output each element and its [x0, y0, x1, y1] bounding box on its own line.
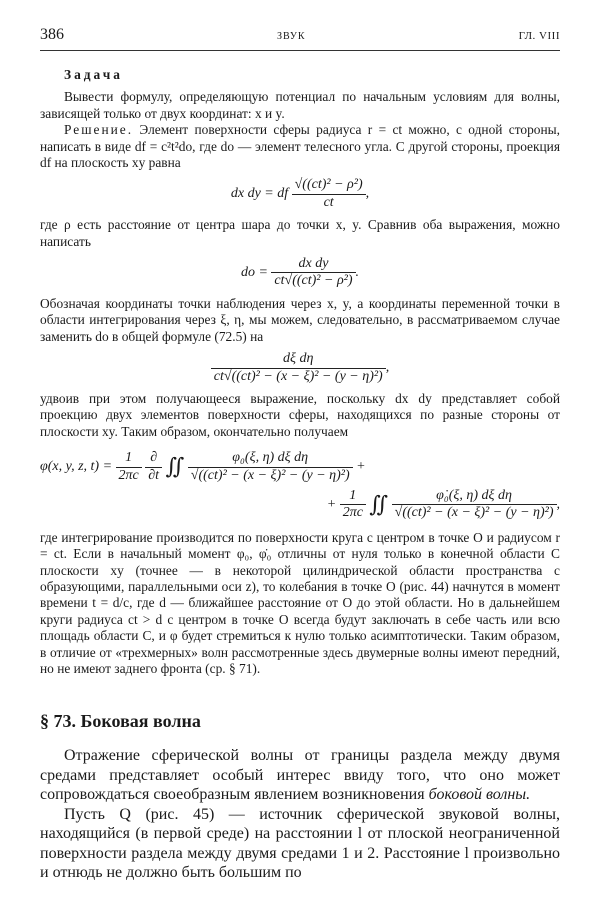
equation-4-line2 — [40, 488, 560, 522]
eq4-t2-den: √((ct)² − (x − ξ)² − (y − η)²) — [394, 505, 554, 521]
eq4-end: , — [556, 497, 560, 513]
eq2-num: dx dy — [271, 256, 355, 273]
eq4-plus-2: + — [326, 497, 337, 513]
paragraph-4: удвоив при этом получающееся выражение, поскольку dx dy представляет собой проекцию двух элементов поверхности сферы, находящихся по разные стороны от плоскости xy. Таким образом, окончательно получаем — [40, 390, 560, 439]
section-p2: Пусть Q (рис. 45) — источник сферической звуковой волны, находящийся (в первой среде) на расстоянии l от плоской неограниченной поверхности раздела между двумя средами 1 и 2. Расстояние l произвольно и отнюдь не должно быть большим по — [40, 805, 560, 882]
paragraph-5: где интегрирование производится по поверхности круга с центром в точке O и радиусом r = ct. Если в начальный момент φ₀, φ̇₀ отличны от нуля только в конечной области C плоскости xy (точнее — в некоторой цилиндрической области пространства с образующими, параллельными оси z), то колебания в точке O (рис. 44) начнутся в момент времени t = d/c, где d — ближайшее расстояние от O до этой области. Но в дальнейшем круги радиуса ct > d с центром в точке O всегда будут заключать в себе часть или всю площадь области C, и φ будет стремиться к нулю только асимптотически. Таким образом, в отличие от «трехмерных» волн рассмотренные здесь двумерные волны имеют передний, но не имеют заднего фронта (ср. § 71). — [40, 529, 560, 676]
eq4-integral-2: ∬ — [369, 491, 389, 517]
equation-1: dx dy = df $\frac{\text{√((ct)² − ρ²)}}{ct}$ , — [230, 177, 370, 210]
problem-statement: Вывести формулу, определяющую потенциал по начальным условиям для волны, зависящей только от двух координат: x и y. — [40, 89, 560, 121]
page-header — [40, 26, 560, 51]
eq4-c2-num: 1 — [340, 488, 366, 505]
solution-label: Решение. — [64, 122, 134, 138]
solution-text: Элемент поверхности сферы радиуса r = ct можно, с одной стороны, написать в виде df = c²t²do, где do — элемент телесного угла. С другой стороны, проекция df на плоскость xy равна — [40, 122, 560, 171]
eq1-lhs: dx dy = df — [230, 186, 289, 202]
running-title: ЗВУК — [276, 31, 306, 42]
equation-3: $\frac{\text{dξ dη}}{\text{ct√((ct)² − (x − ξ)² − (y − η)²)}}$ , — [40, 351, 560, 385]
eq4-t1-num: φ₀(ξ, η) dξ dη — [188, 450, 353, 467]
eq4-c1-den: 2πc — [118, 467, 139, 483]
eq4-integral-1: ∬ — [165, 453, 185, 479]
equation-4-line1 — [40, 450, 560, 484]
eq1-den: ct — [323, 194, 334, 210]
eq4-c1-num: 1 — [116, 450, 142, 467]
chapter-label: ГЛ. VIII — [518, 30, 560, 42]
eq4-lhs: φ(x, y, z, t) = — [40, 459, 113, 475]
eq2-lhs: do = — [240, 265, 268, 281]
eq2-den: ct√((ct)² − ρ²) — [274, 273, 353, 289]
paragraph-2: где ρ есть расстояние от центра шара до точки x, y. Сравнив оба выражения, можно написать — [40, 217, 560, 249]
page — [40, 26, 560, 883]
problem-block — [40, 67, 560, 677]
eq4-deriv-den: ∂t — [148, 467, 160, 483]
equation-2: do = $\frac{\text{dx dy}}{\text{ct√((ct)² − ρ²)}}$ . — [240, 256, 360, 289]
section-title: § 73. Боковая волна — [40, 711, 201, 732]
section-p1-italic: боковой волны. — [428, 786, 531, 804]
problem-label: Задача — [64, 67, 123, 82]
eq3-num: dξ dη — [211, 351, 386, 368]
section-body — [40, 746, 560, 883]
eq3-den: ct√((ct)² − (x − ξ)² − (y − η)²) — [213, 368, 383, 384]
paragraph-3: Обозначая координаты точки наблюдения через x, y, а координаты переменной точки в области интегрирования через ξ, η, мы можем, следовательно, в рассматриваемом случае заменить do в общей формуле (72.5) на — [40, 295, 560, 344]
section-p1: Отражение сферической волны от границы раздела между двумя средами представляет особый интерес ввиду того, что оно может сопровождаться своеобразным явлением возникновения — [40, 747, 560, 804]
eq4-t1-den: √((ct)² − (x − ξ)² − (y − η)²) — [190, 467, 350, 483]
eq1-num: √((ct)² − ρ²) — [292, 177, 366, 194]
eq4-t2-num: φ̇₀(ξ, η) dξ dη — [392, 488, 557, 505]
eq4-c2-den: 2πc — [342, 505, 363, 521]
eq4-plus: + — [356, 459, 366, 475]
page-number: 386 — [40, 26, 64, 43]
eq4-deriv-num: ∂ — [145, 450, 162, 467]
